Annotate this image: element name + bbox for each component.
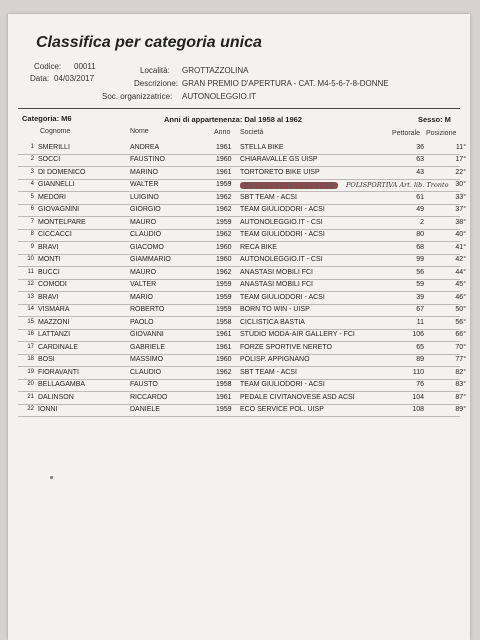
- row-pettorale: 2: [420, 218, 424, 226]
- row-nome: GIAMMARIO: [130, 256, 171, 263]
- table-row: [18, 217, 466, 230]
- table-row: [18, 405, 466, 418]
- row-nome: RICCARDO: [130, 393, 168, 401]
- row-societa: BORN TO WIN - UISP: [240, 306, 310, 313]
- row-pettorale: 104: [412, 393, 424, 401]
- row-number: 18: [27, 356, 34, 362]
- col-header-posizione: Posizione: [426, 130, 457, 137]
- row-number: 11: [27, 268, 34, 275]
- row-anno: 1959: [216, 306, 232, 313]
- row-cognome: SMERILLI: [38, 143, 70, 151]
- row-number: 14: [27, 306, 34, 312]
- row-posizione: 70°: [455, 343, 466, 351]
- row-cognome: LATTANZI: [38, 331, 71, 338]
- row-number: 2: [30, 156, 34, 162]
- col-header-nome: Nome: [130, 128, 149, 135]
- row-pettorale: 67: [416, 306, 424, 313]
- row-posizione: 87°: [455, 393, 466, 401]
- table-row: [18, 192, 466, 205]
- row-cognome: VISMARA: [38, 306, 70, 313]
- row-nome: GIORGIO: [130, 206, 161, 213]
- table-row: [18, 317, 466, 330]
- row-number: 4: [30, 181, 34, 187]
- row-cognome: BELLAGAMBA: [38, 381, 86, 388]
- row-societa: TEAM GIULIODORI - ACSI: [240, 381, 325, 388]
- table-row: [18, 342, 466, 355]
- col-header-cognome: Cognome: [40, 128, 71, 135]
- row-anno: 1960: [216, 243, 232, 251]
- row-anno: 1960: [216, 156, 232, 163]
- row-cognome: GIOVAGNINI: [38, 206, 80, 213]
- row-posizione: 46°: [455, 293, 466, 301]
- row-posizione: 22°: [455, 168, 466, 176]
- scribbled-out-text: [240, 182, 338, 189]
- table-row: [18, 167, 466, 180]
- row-nome: ANDREA: [130, 143, 160, 151]
- row-nome: FAUSTO: [130, 381, 158, 388]
- row-number: 1: [30, 143, 34, 150]
- row-cognome: MAZZONI: [38, 318, 70, 326]
- row-number: 3: [30, 168, 34, 175]
- row-pettorale: 39: [416, 293, 424, 301]
- row-pettorale: 11: [416, 318, 424, 326]
- row-societa: SBT TEAM - ACSI: [240, 368, 297, 376]
- row-cognome: GIANNELLI: [38, 181, 75, 188]
- row-posizione: 77°: [455, 356, 466, 363]
- row-societa: ANASTASI MOBILI FCI: [240, 268, 313, 276]
- row-societa: POLISP. APPIGNANO: [240, 356, 310, 363]
- row-nome: DANIELE: [130, 406, 160, 413]
- table-row: [18, 155, 466, 168]
- row-cognome: IONNI: [38, 406, 58, 413]
- row-cognome: CICCACCI: [38, 231, 72, 238]
- table-row: [18, 267, 466, 280]
- header-divider: [18, 108, 460, 109]
- row-pettorale: 106: [412, 331, 424, 338]
- row-posizione: 83°: [455, 381, 466, 388]
- row-posizione: 89°: [455, 406, 466, 413]
- table-row: [18, 280, 466, 293]
- row-pettorale: 108: [412, 406, 424, 413]
- row-anno: 1962: [216, 268, 232, 276]
- row-societa: SBT TEAM - ACSI: [240, 193, 297, 201]
- row-nome: GIACOMO: [130, 243, 164, 251]
- row-number: 9: [30, 243, 34, 250]
- row-number: 15: [27, 318, 34, 325]
- row-societa: ANASTASI MOBILI FCI: [240, 281, 313, 288]
- row-cognome: SOCCI: [38, 156, 61, 163]
- table-row: [18, 142, 466, 155]
- row-pettorale: 110: [412, 368, 424, 376]
- row-anno: 1961: [216, 168, 232, 176]
- row-nome: GIOVANNI: [130, 331, 164, 338]
- row-posizione: 45°: [455, 281, 466, 288]
- row-anno: 1959: [216, 406, 232, 413]
- soc-value: AUTONOLEGGIO.IT: [182, 92, 257, 101]
- page-title: Classifica per categoria unica: [36, 34, 262, 51]
- row-pettorale: 59: [416, 281, 424, 288]
- row-pettorale: 63: [416, 156, 424, 163]
- row-societa: AUTONOLEGGIO.IT - CSI: [240, 256, 323, 263]
- row-pettorale: 80: [416, 231, 424, 238]
- table-row: [18, 330, 466, 343]
- row-cognome: MONTELPARE: [38, 218, 86, 226]
- row-number: 16: [27, 331, 34, 337]
- row-anno: 1958: [216, 381, 232, 388]
- table-row: [18, 230, 466, 243]
- table-row: [18, 367, 466, 380]
- row-societa: STELLA BIKE: [240, 143, 284, 151]
- row-societa: RECA BIKE: [240, 243, 277, 251]
- localita-label: Località:: [140, 66, 170, 75]
- row-posizione: 33°: [455, 193, 466, 201]
- table-row: [18, 355, 466, 368]
- row-societa: STUDIO MODA-AIR GALLERY - FCI: [240, 331, 355, 338]
- row-posizione: 40°: [455, 231, 466, 238]
- row-posizione: 17°: [455, 156, 466, 163]
- row-posizione: 38°: [455, 218, 466, 226]
- handwritten-note: POLISPORTIVA Art. lib. Tronto: [346, 181, 449, 189]
- row-pettorale: 68: [416, 243, 424, 251]
- row-nome: MAURO: [130, 268, 157, 276]
- row-societa: CICLISTICA BASTIA: [240, 318, 305, 326]
- row-pettorale: 43: [416, 168, 424, 176]
- row-anno: 1961: [216, 331, 232, 338]
- soc-label: Soc. organizzatrice:: [102, 92, 173, 101]
- row-nome: CLAUDIO: [130, 231, 162, 238]
- row-anno: 1962: [216, 193, 232, 201]
- row-pettorale: 61: [416, 193, 424, 201]
- row-posizione: 56°: [455, 318, 466, 326]
- row-number: 5: [30, 193, 34, 200]
- paper-mark: [50, 476, 53, 479]
- row-anno: 1958: [216, 318, 232, 326]
- row-pettorale: 49: [416, 206, 424, 213]
- row-societa: FORZE SPORTIVE NERETO: [240, 343, 332, 351]
- row-societa: TORTORETO BIKE UISP: [240, 168, 320, 176]
- row-cognome: BOSI: [38, 356, 55, 363]
- category-label: Categoria: M6: [22, 114, 72, 123]
- row-nome: PAOLO: [130, 318, 154, 326]
- row-anno: 1959: [216, 218, 232, 226]
- row-number: 22: [27, 406, 34, 412]
- row-nome: MARINO: [130, 168, 158, 176]
- row-cognome: COMODI: [38, 281, 67, 288]
- row-cognome: BRAVI: [38, 293, 59, 301]
- row-posizione: 44°: [455, 268, 466, 276]
- row-pettorale: 76: [416, 381, 424, 388]
- row-number: 19: [27, 368, 34, 375]
- data-label: Data:: [30, 74, 50, 83]
- table-row: [18, 380, 466, 393]
- table-row: [18, 242, 466, 255]
- row-cognome: CARDINALE: [38, 343, 79, 351]
- row-societa: TEAM GIULIODORI - ACSI: [240, 293, 325, 301]
- row-cognome: BUCCI: [38, 268, 60, 276]
- row-cognome: BRAVI: [38, 243, 59, 251]
- row-posizione: 66°: [455, 331, 466, 338]
- row-nome: LUIGINO: [130, 193, 159, 201]
- row-nome: CLAUDIO: [130, 368, 162, 376]
- row-posizione: 82°: [455, 368, 466, 376]
- row-nome: ROBERTO: [130, 306, 165, 313]
- row-number: 21: [27, 393, 34, 400]
- table-row: [18, 292, 466, 305]
- row-posizione: 42°: [455, 256, 466, 263]
- descrizione-label: Descrizione:: [134, 79, 179, 88]
- col-header-pettorale: Pettorale: [392, 130, 421, 137]
- row-societa: ECO SERVICE POL. UISP: [240, 406, 324, 413]
- codice-value: 00011: [74, 62, 96, 71]
- table-row: [18, 305, 466, 318]
- codice-label: Codice:: [34, 62, 62, 71]
- row-nome: MAURO: [130, 218, 157, 226]
- row-anno: 1961: [216, 143, 232, 151]
- row-societa: TEAM GIULIODORI - ACSI: [240, 231, 325, 238]
- row-societa: CHIARAVALLE GS UISP: [240, 156, 318, 163]
- category-years: Anni di appartenenza: Dal 1958 al 1962: [164, 115, 302, 124]
- row-posizione: 11°: [455, 143, 466, 151]
- row-pettorale: 65: [416, 343, 424, 351]
- row-number: 10: [27, 256, 34, 262]
- document-page: [8, 14, 470, 640]
- col-header-societa: Società: [240, 129, 264, 136]
- row-posizione: 37°: [455, 206, 466, 213]
- row-pettorale: 99: [416, 256, 424, 263]
- row-number: 17: [27, 343, 34, 350]
- ranking-table: [18, 142, 466, 417]
- row-pettorale: 56: [416, 268, 424, 276]
- row-nome: WALTER: [130, 181, 159, 188]
- row-anno: 1960: [216, 256, 232, 263]
- row-nome: GABRIELE: [130, 343, 166, 351]
- row-cognome: MEDORI: [38, 193, 66, 201]
- row-anno: 1959: [216, 281, 232, 288]
- row-posizione: 50°: [455, 306, 466, 313]
- localita-value: GROTTAZZOLINA: [182, 66, 249, 75]
- row-cognome: FIORAVANTI: [38, 368, 79, 376]
- row-number: 12: [27, 281, 34, 287]
- row-number: 6: [30, 206, 34, 212]
- row-anno: 1961: [216, 393, 232, 401]
- row-number: 8: [30, 231, 34, 237]
- row-anno: 1960: [216, 356, 232, 363]
- row-posizione: 30°: [455, 181, 466, 188]
- category-sex: Sesso: M: [418, 115, 451, 124]
- descrizione-value: GRAN PREMIO D'APERTURA - CAT. M4-5-6-7-8-DONNE: [182, 79, 389, 88]
- table-row: [18, 392, 466, 405]
- table-row: [18, 205, 466, 218]
- row-anno: 1962: [216, 231, 232, 238]
- row-nome: FAUSTINO: [130, 156, 166, 163]
- table-row: [18, 255, 466, 268]
- row-cognome: DI DOMENICO: [38, 168, 86, 176]
- row-societa: AUTONOLEGGIO.IT - CSI: [240, 218, 323, 226]
- row-societa: TEAM GIULIODORI - ACSI: [240, 206, 325, 213]
- row-cognome: DALINSON: [38, 393, 74, 401]
- row-anno: 1959: [216, 181, 232, 188]
- row-anno: 1962: [216, 206, 232, 213]
- row-nome: VALTER: [130, 281, 157, 288]
- data-value: 04/03/2017: [54, 74, 95, 83]
- table-row: [18, 180, 466, 193]
- row-pettorale: 36: [416, 143, 424, 151]
- row-nome: MASSIMO: [130, 356, 164, 363]
- row-number: 13: [27, 293, 34, 300]
- col-header-anno: Anno: [214, 129, 231, 136]
- row-number: 7: [30, 218, 34, 225]
- row-pettorale: 89: [416, 356, 424, 363]
- row-anno: 1959: [216, 293, 232, 301]
- row-anno: 1962: [216, 368, 232, 376]
- row-societa: PEDALE CIVITANOVESE ASD ACSI: [240, 393, 355, 401]
- row-number: 20: [27, 381, 34, 387]
- row-nome: MARIO: [130, 293, 153, 301]
- row-anno: 1961: [216, 343, 232, 351]
- row-cognome: MONTI: [38, 256, 61, 263]
- row-posizione: 41°: [455, 243, 466, 251]
